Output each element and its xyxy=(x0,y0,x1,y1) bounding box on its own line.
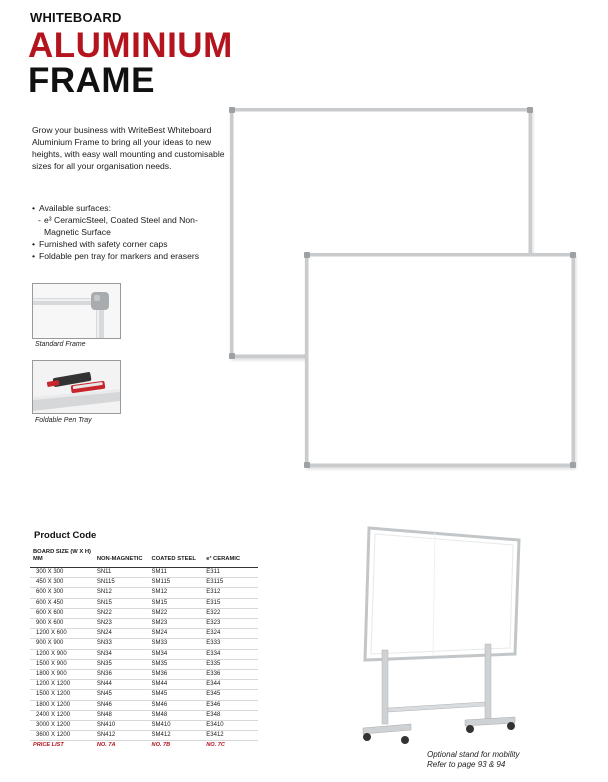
table-row xyxy=(30,680,258,690)
table-cell: 600 X 600 xyxy=(30,608,94,618)
table-cell: SM45 xyxy=(149,690,204,700)
table-row xyxy=(30,629,258,639)
table-cell: 1200 X 900 xyxy=(30,649,94,659)
feature-item: • Foldable pen tray for markers and erasers xyxy=(32,250,232,262)
table-cell: SN410 xyxy=(94,721,149,731)
table-cell: SN15 xyxy=(94,598,149,608)
table-cell: SN33 xyxy=(94,639,149,649)
table-cell: SN115 xyxy=(94,578,149,588)
table-cell: SN45 xyxy=(94,690,149,700)
product-code-title: Product Code xyxy=(34,530,97,541)
table-cell: SM23 xyxy=(149,619,204,629)
table-cell: 600 X 300 xyxy=(30,588,94,598)
table-cell: SN35 xyxy=(94,659,149,669)
table-cell: 300 X 300 xyxy=(30,568,94,578)
table-cell: E345 xyxy=(203,690,258,700)
pen-tray-image xyxy=(32,360,121,414)
price-list-cell: PRICE LIST xyxy=(33,742,64,749)
corner-cap xyxy=(570,462,576,468)
table-row xyxy=(30,649,258,659)
standard-frame-caption: Standard Frame xyxy=(35,341,86,348)
table-cell: 1800 X 1200 xyxy=(30,700,94,710)
col-header-ceramic: e³ CERAMIC xyxy=(203,547,258,568)
standard-frame-image xyxy=(32,283,121,339)
table-cell: 1500 X 1200 xyxy=(30,690,94,700)
feature-item: • Available surfaces: xyxy=(32,202,232,214)
frame-corner-illustration xyxy=(33,284,120,338)
table-cell: SN34 xyxy=(94,649,149,659)
table-cell: 900 X 600 xyxy=(30,619,94,629)
corner-cap xyxy=(229,107,235,113)
table-cell: SM11 xyxy=(149,568,204,578)
table-cell: E336 xyxy=(203,670,258,680)
table-cell: E322 xyxy=(203,608,258,618)
table-cell: 3600 X 1200 xyxy=(30,731,94,741)
stand-caption xyxy=(427,750,520,770)
table-cell: SN46 xyxy=(94,700,149,710)
table-cell: E315 xyxy=(203,598,258,608)
table-cell: 1200 X 600 xyxy=(30,629,94,639)
corner-cap xyxy=(527,107,533,113)
table-cell: SM34 xyxy=(149,649,204,659)
table-cell: SN44 xyxy=(94,680,149,690)
price-list-cell: NO. 7B xyxy=(151,742,171,749)
col-header-non-magnetic: NON-MAGNETIC xyxy=(94,547,149,568)
table-cell: 1800 X 900 xyxy=(30,670,94,680)
table-row xyxy=(30,639,258,649)
table-cell: E312 xyxy=(203,588,258,598)
table-cell: 450 X 300 xyxy=(30,578,94,588)
table-cell: 600 X 450 xyxy=(30,598,94,608)
table-header-row xyxy=(30,547,258,568)
table-cell: SM24 xyxy=(149,629,204,639)
table-cell: SN48 xyxy=(94,710,149,720)
table-row xyxy=(30,700,258,710)
table-row xyxy=(30,670,258,680)
whiteboard-image-front xyxy=(305,253,575,467)
table-cell: SM46 xyxy=(149,700,204,710)
feature-item: • Furnished with safety corner caps xyxy=(32,238,232,250)
table-row xyxy=(30,568,258,578)
product-code-table xyxy=(30,547,258,751)
table-cell: SN22 xyxy=(94,608,149,618)
table-row xyxy=(30,578,258,588)
feature-subitem: - e³ CeramicSteel, Coated Steel and Non-Magnetic Surface xyxy=(32,214,232,238)
col-header-coated-steel: COATED STEEL xyxy=(149,547,204,568)
table-cell: E324 xyxy=(203,629,258,639)
table-cell: 2400 X 1200 xyxy=(30,710,94,720)
pen-tray-illustration xyxy=(33,361,120,413)
table-cell: 3000 X 1200 xyxy=(30,721,94,731)
table-cell: E3412 xyxy=(203,731,258,741)
price-list-cell: NO. 7C xyxy=(206,742,225,749)
price-list-row xyxy=(30,741,258,751)
table-cell: SM410 xyxy=(149,721,204,731)
table-row xyxy=(30,721,258,731)
table-row xyxy=(30,588,258,598)
table-cell: SM12 xyxy=(149,588,204,598)
table-cell: 900 X 900 xyxy=(30,639,94,649)
table-cell: SN23 xyxy=(94,619,149,629)
price-list-cell: NO. 7A xyxy=(96,742,116,749)
feature-list xyxy=(32,202,232,262)
table-cell: SM22 xyxy=(149,608,204,618)
table-cell: SN11 xyxy=(94,568,149,578)
table-cell: E323 xyxy=(203,619,258,629)
table-row xyxy=(30,619,258,629)
stand-caption-line1: Optional stand for mobility xyxy=(427,750,520,759)
stand-caption-line2: Refer to page 93 & 94 xyxy=(427,760,506,769)
table-cell: SM115 xyxy=(149,578,204,588)
table-cell: E334 xyxy=(203,649,258,659)
table-cell: SN36 xyxy=(94,670,149,680)
table-cell: SM15 xyxy=(149,598,204,608)
table-cell: SM35 xyxy=(149,659,204,669)
page-title-line2: FRAME xyxy=(28,61,155,100)
table-row xyxy=(30,608,258,618)
table-cell: SM412 xyxy=(149,731,204,741)
table-cell: SN24 xyxy=(94,629,149,639)
corner-cap xyxy=(304,252,310,258)
table-cell: E333 xyxy=(203,639,258,649)
table-cell: 1500 X 900 xyxy=(30,659,94,669)
corner-cap xyxy=(570,252,576,258)
table-cell: SM36 xyxy=(149,670,204,680)
table-cell: E346 xyxy=(203,700,258,710)
table-row xyxy=(30,731,258,741)
mobile-stand-image xyxy=(355,524,527,748)
table-cell: 1200 X 1200 xyxy=(30,680,94,690)
table-row xyxy=(30,659,258,669)
pen-tray-caption: Foldable Pen Tray xyxy=(35,417,92,424)
table-cell: E344 xyxy=(203,680,258,690)
table-cell: SM44 xyxy=(149,680,204,690)
table-cell: SM48 xyxy=(149,710,204,720)
page-title-line1: ALUMINIUM xyxy=(28,26,233,65)
table-cell: SM33 xyxy=(149,639,204,649)
corner-cap xyxy=(229,353,235,359)
intro-paragraph: Grow your business with WriteBest Whiteboard Aluminium Frame to bring all your ideas to new heights, with easy wall mounting and customisable sizes for all your organisation needs. xyxy=(32,125,225,171)
table-row xyxy=(30,598,258,608)
corner-cap xyxy=(304,462,310,468)
table-row xyxy=(30,690,258,700)
table-cell: E335 xyxy=(203,659,258,669)
table-cell: E348 xyxy=(203,710,258,720)
table-cell: E311 xyxy=(203,568,258,578)
table-row xyxy=(30,710,258,720)
table-cell: SN12 xyxy=(94,588,149,598)
col-header-board-size: BOARD SIZE (W X H) MM xyxy=(30,547,94,568)
table-cell: SN412 xyxy=(94,731,149,741)
table-cell: E3410 xyxy=(203,721,258,731)
category-kicker: WHITEBOARD xyxy=(30,10,122,25)
table-cell: E3115 xyxy=(203,578,258,588)
